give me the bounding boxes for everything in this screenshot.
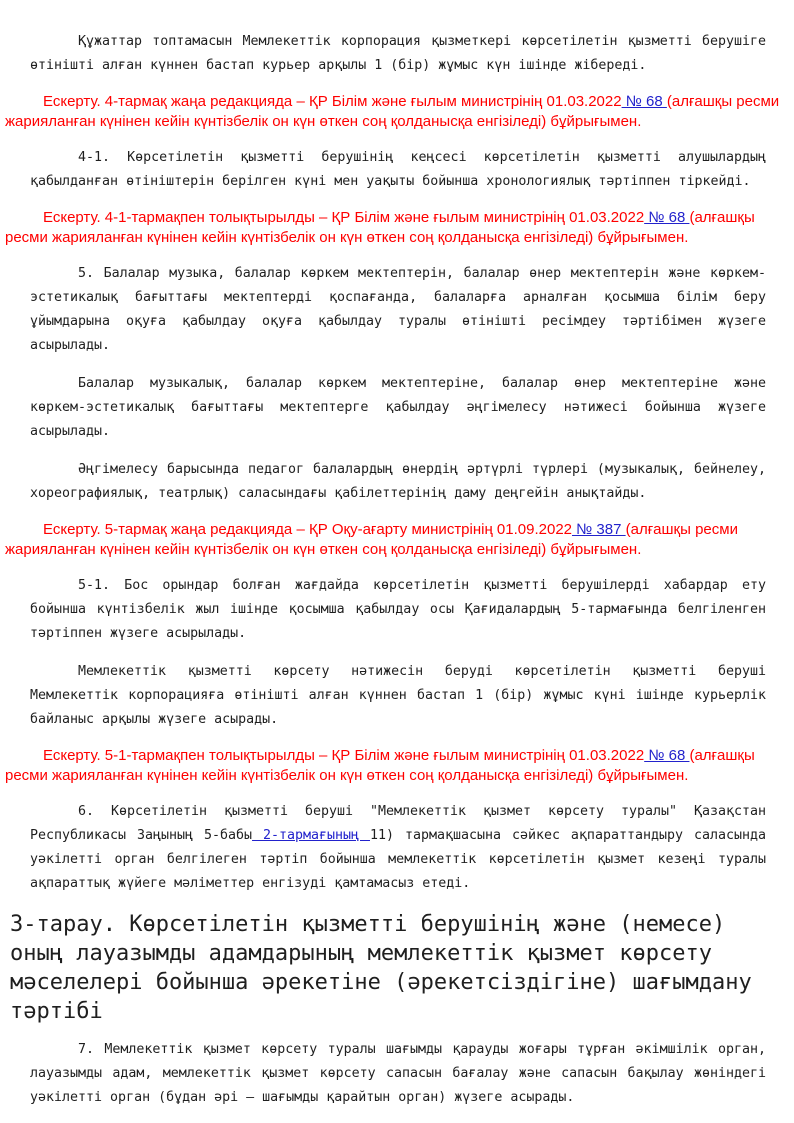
link-order-387[interactable]: № 387 <box>572 521 626 538</box>
paragraph-5 <box>30 262 766 358</box>
note-text-post: (алғашқы ресми жарияланған күнінен кейін күнтізбелік он күн өткен соң қолданысқа енгізіледі) бұйрығымен. <box>5 747 755 784</box>
link-order-68-3[interactable]: № 68 <box>644 747 690 764</box>
link-order-68[interactable]: № 68 <box>621 93 667 110</box>
paragraph-5-interview <box>30 458 766 506</box>
chapter-3-heading <box>10 910 780 1026</box>
note-text-post: (алғашқы ресми жарияланған күнінен кейін күнтізбелік он күн өткен соң қолданысқа енгізіледі) бұйрығымен. <box>5 209 755 246</box>
paragraph-text: 7. Мемлекеттік қызмет көрсету туралы шағымды қарауды жоғары тұрған әкімшілік орган, лауазымды адам, мемлекеттік қызмет көрсету сапасын бағалау және сапасын бақылау жөніндегі уәкілетті орган (бұдан әрі – шағымды қарайтын орган) жүзеге асырады. <box>30 1042 766 1105</box>
paragraph-5-1 <box>30 574 766 646</box>
link-article-5-point-2[interactable]: 2-тармағының <box>252 828 370 843</box>
note-text-pre: Ескерту. 4-1-тармақпен толықтырылды – ҚР Білім және ғылым министрінің 01.03.2022 <box>43 209 645 226</box>
note-amendment-item4-1 <box>5 208 786 248</box>
note-text-pre: Ескерту. 5-тармақ жаңа редакцияда – ҚР Оқу-ағарту министрінің 01.09.2022 <box>43 521 572 538</box>
paragraph-text: 5. Балалар музыка, балалар көркем мектептерін, балалар өнер мектептерін және көркем-эстетикалық бағыттағы мектептерді қоспағанда, балаларға арналған қосымша білім беру ұйымдарына оқуға қабылдау оқуға қабылдау туралы өтінішті ресімдеу тәртібімен жүзеге асырылады. <box>30 266 766 353</box>
paragraph-text: 4-1. Көрсетілетін қызметті берушінің кеңсесі көрсетілетін қызметті алушылардың қабылданған өтініштерін берілген күні мен уақыты бойынша хронологиялық тәртіппен тіркейді. <box>30 150 766 189</box>
paragraph-text: Балалар музыкалық, балалар көркем мектептеріне, балалар өнер мектептеріне және көркем-эстетикалық бағыттағы мектептерге қабылдау әңгімелесу нәтижесі бойынша жүзеге асырылады. <box>30 376 766 439</box>
note-text-post: (алғашқы ресми жарияланған күнінен кейін күнтізбелік он күн өткен соң қолданысқа енгізіледі) бұйрығымен. <box>5 93 780 130</box>
paragraph-courier-delivery <box>30 30 766 78</box>
link-order-68-2[interactable]: № 68 <box>644 209 690 226</box>
note-amendment-item5-1 <box>5 746 786 786</box>
paragraph-result-delivery <box>30 660 766 732</box>
note-text-post: (алғашқы ресми жарияланған күнінен кейін күнтізбелік он күн өткен соң қолданысқа енгізіледі) бұйрығымен. <box>5 521 738 558</box>
paragraph-7 <box>30 1038 766 1110</box>
paragraph-text-pre: 6. Көрсетілетін қызметті беруші "Мемлекеттік қызмет көрсету туралы" Қазақстан Республикасы Заңының 5-бабы <box>30 804 766 843</box>
paragraph-6 <box>30 800 766 896</box>
paragraph-text-post: 11) тармақшасына сәйкес ақпараттандыру саласында уәкілетті орган белгілеген тәртіп бойынша мемлекеттік көрсетілетін қызмет кезеңі туралы ақпараттық жүйеге мәліметтер енгізуді қамтамасыз етеді. <box>30 828 766 891</box>
paragraph-5-admission <box>30 372 766 444</box>
note-text-pre: Ескерту. 5-1-тармақпен толықтырылды – ҚР Білім және ғылым министрінің 01.03.2022 <box>43 747 645 764</box>
note-text-pre: Ескерту. 4-тармақ жаңа редакцияда – ҚР Білім және ғылым министрінің 01.03.2022 <box>43 93 622 110</box>
paragraph-text: Құжаттар топтамасын Мемлекеттік корпорация қызметкері көрсетілетін қызметті берушіге өтінішті алған күннен бастап курьер арқылы 1 (бір) жұмыс күн ішінде жібереді. <box>30 34 766 73</box>
paragraph-text: Әңгімелесу барысында педагог балалардың өнердің әртүрлі түрлері (музыкалық, бейнелеу, хореографиялық, театрлық) саласындағы қабілеттерінің даму деңгейін анықтайды. <box>30 462 766 501</box>
note-amendment-item5 <box>5 520 786 560</box>
chapter-heading-text: 3-тарау. Көрсетілетін қызметті берушінің және (немесе) оның лауазымды адамдарының мемлекеттік қызмет көрсету мәселелері бойынша әрекетіне (әрекетсіздігіне) шағымдану тәртібі <box>10 912 752 1024</box>
paragraph-text: 5-1. Бос орындар болған жағдайда көрсетілетін қызметті берушілерді хабардар ету бойынша күнтізбелік жыл ішінде қосымша қабылдау осы Қағидалардың 5-тармағында белгіленген тәртіппен жүзеге асырылады. <box>30 578 766 641</box>
note-amendment-item4 <box>5 92 786 132</box>
paragraph-text: Мемлекеттік қызметті көрсету нәтижесін беруді көрсетілетін қызметті беруші Мемлекеттік корпорацияға өтінішті алған күннен бастап 1 (бір) жұмыс күні ішінде курьерлік байланыс арқылы жүзеге асырады. <box>30 664 766 727</box>
paragraph-4-1 <box>30 146 766 194</box>
